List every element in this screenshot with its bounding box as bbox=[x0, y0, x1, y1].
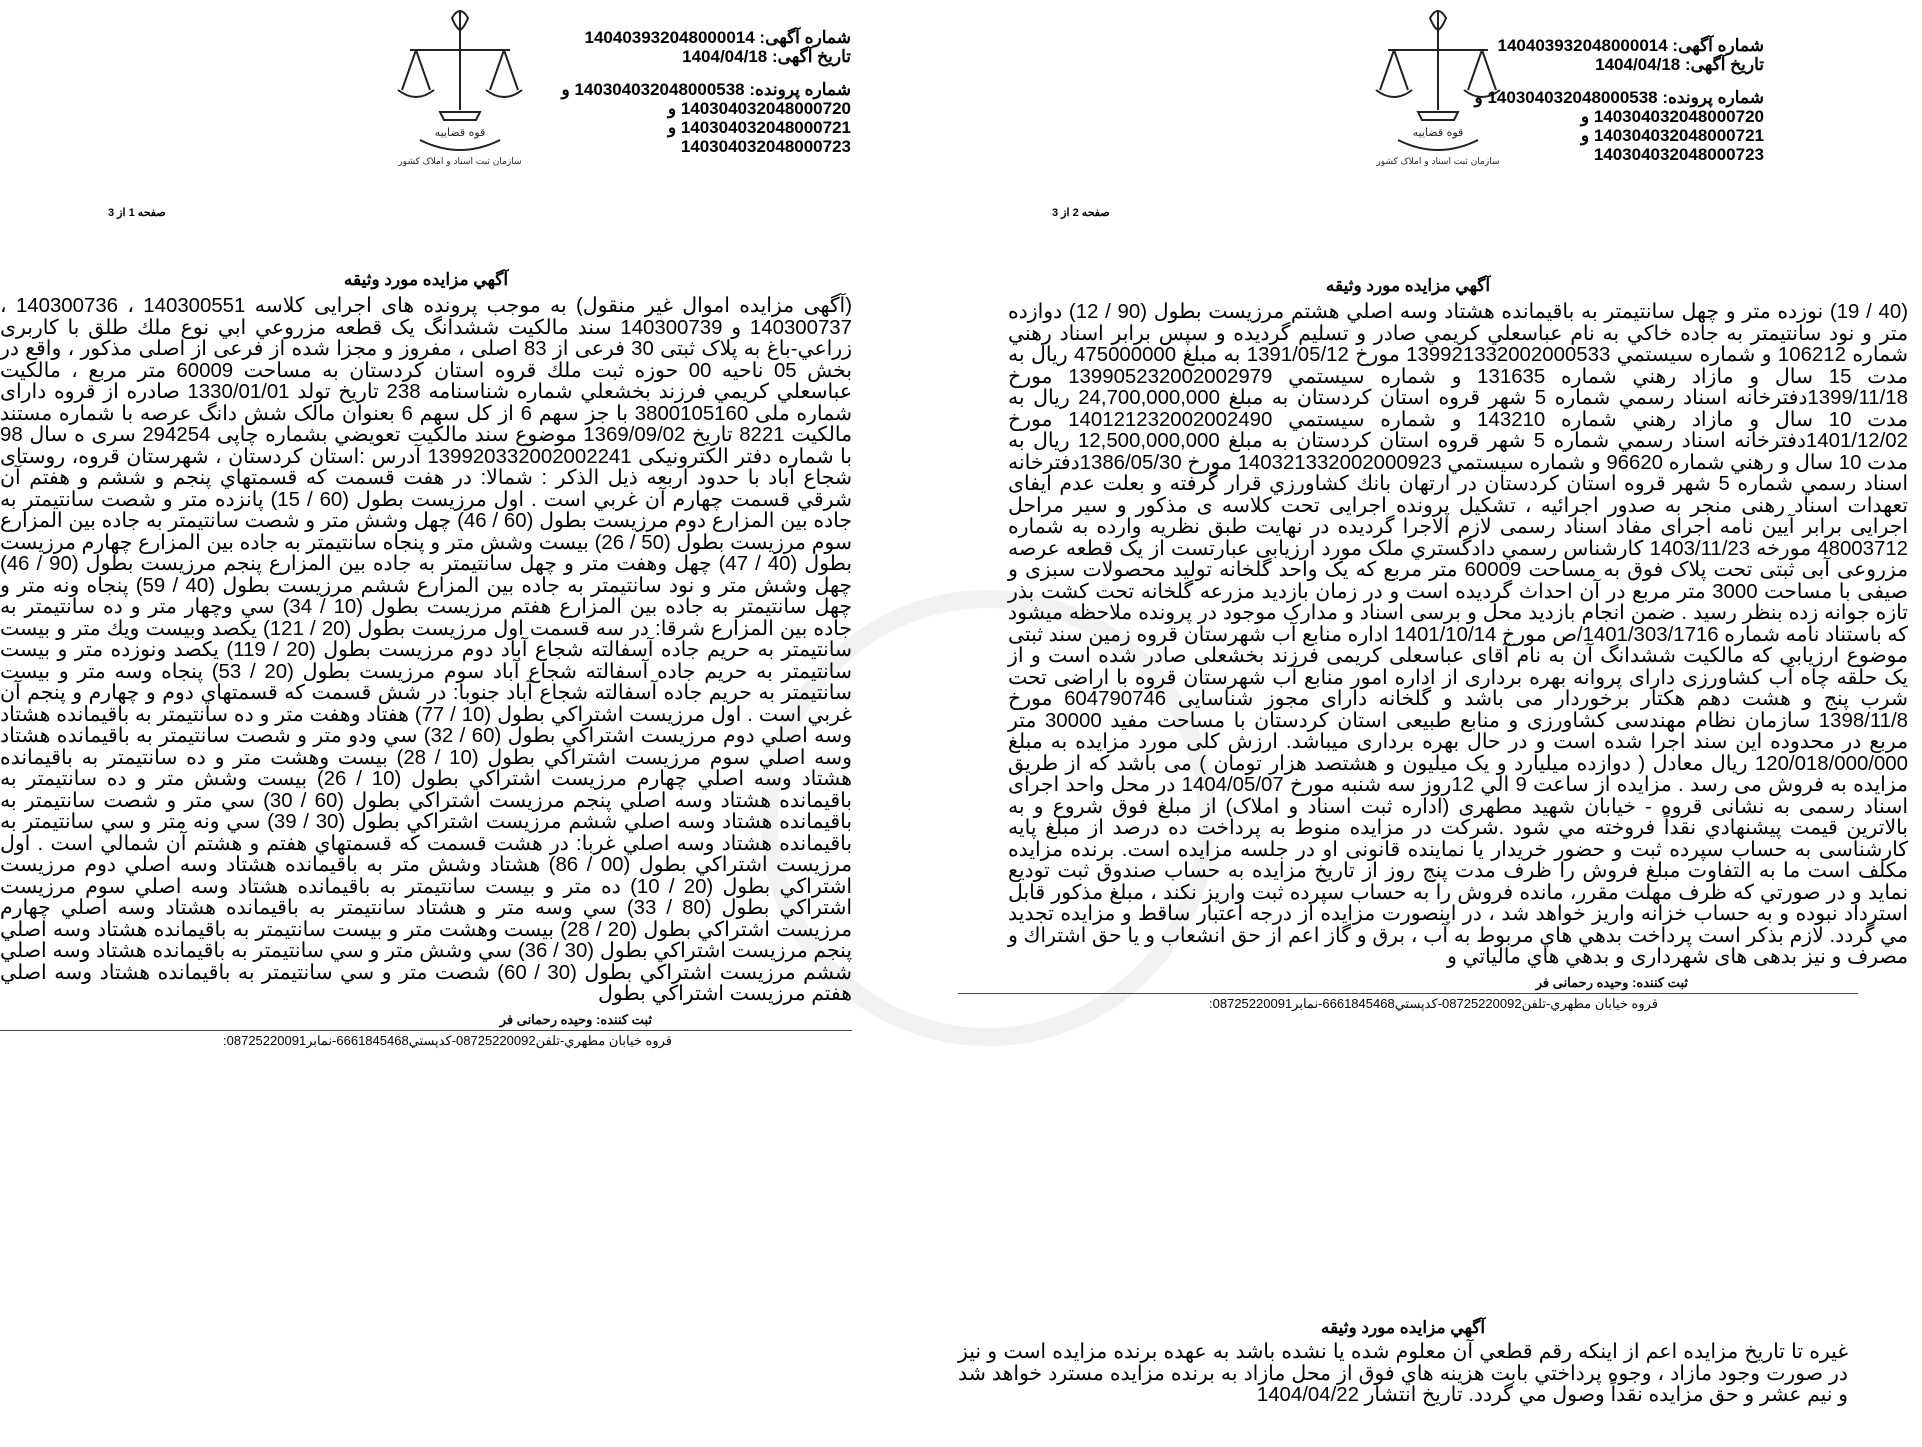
notice-title: آگهي مزايده مورد وثيقه bbox=[1325, 276, 1491, 295]
svg-text:سازمان ثبت اسناد و املاک کشور: سازمان ثبت اسناد و املاک کشور bbox=[1376, 157, 1500, 167]
page-number: صفحه 2 از 3 bbox=[1052, 207, 1110, 219]
case-number: 140304032048000721 و bbox=[667, 118, 851, 137]
case-number: 140304032048000723 bbox=[680, 137, 851, 156]
justice-scales-emblem-icon bbox=[380, 0, 540, 170]
case-number: شماره پرونده: 140304032048000538 و bbox=[561, 80, 851, 99]
notice-body: (آگهی مزایده اموال غیر منقول) به موجب پرونده های اجرایی کلاسه 140300551 ، 140300736 ، 140300737 و 140300739 سند مالکیت ششدانگ یک قطعه مزروعي ابي نوع ملك طلق با کاربری زراعي-باغ به پلاک ثبتی 30 فرعی از 83 اصلی ، مفروز و مجزا شده از فرعی از اصلی مذکور ، واقع در بخش 05 ناحیه 00 حوزه ثبت ملك قروه استان كردستان به مساحت 60009 متر مربع ، مالکیت عباسعلي كريمي فرزند بخشعلي شماره شناسنامه 238 تاریخ تولد 1330/01/01 صادره از قروه دارای شماره ملی 3800105160 با جز سهم 6 از کل سهم 6 بعنوان مالک شش دانگ عرصه با شماره مستند مالکیت 8221 تاریخ 1369/09/02 موضوع سند مالکیت تعویضي بشماره چاپی 294254 سری ه سال 98 با شماره دفتر الکترونیکی 139920332002002241 آدرس :استان كردستان ، شهرستان قروه، روستای شجاع آباد با حدود اربعه ذيل الذكر : شمالا: در هفت قسمت كه قسمتهاي پنجم و ششم و هفتم آن شرقي قسمت چهارم آن غربي است . اول مرزيست بطول (60 / 15) پانزده متر و شصت سانتيمتر به جاده بين المزارع دوم مرزيست بطول (60 / 46) چهل وشش متر و شصت سانتيمتر به جاده بين المزارع سوم مرزيست بطول (50 / 26) بيست وشش متر و پنجاه سانتيمتر به جاده بين المزارع چهارم مرزيست بطول (40 / 47) چهل وهفت متر و چهل سانتيمتر به جاده بين المزارع پنجم مرزيست بطول (90 / 46) چهل وشش متر و نود سانتيمتر به جاده بين المزارع ششم مرزيست بطول (40 / 59) پنجاه ونه متر و چهل سانتيمتر به جاده بين المزارع هفتم مرزيست بطول (10 / 34) سي وچهار متر و ده سانتيمتر به جاده بين المزارع شرقا: در سه قسمت اول مرزيست بطول (20 / 121) يكصد وبيست ويك متر و بيست سانتيمتر به حريم جاده آسفالته شجاع آباد دوم مرزيست بطول (20 / 119) يكصد ونوزده متر و بيست سانتيمتر به حريم جاده آسفالته شجاع آباد سوم مرزيست بطول (20 / 53) پنجاه وسه متر و بيست سانتيمتر به حريم جاده آسفالته شجاع آباد جنوبا: در شش قسمت كه قسمتهاي دوم و چهارم و پنجم آن غربي است . اول مرزيست اشتراكي بطول (10 / 77) هفتاد وهفت متر و ده سانتيمتر به باقيمانده هشتاد وسه اصلي دوم مرزيست اشتراكي بطول (60 / 32) سي ودو متر و شصت سانتيمتر به باقيمانده هشتاد وسه اصلي سوم مرزيست اشتراكي بطول (10 / 28) بيست وهشت متر و ده سانتيمتر به باقيمانده هشتاد وسه اصلي چهارم مرزيست اشتراكي بطول (10 / 26) بيست وشش متر و ده سانتيمتر به باقيمانده هشتاد وسه اصلي پنجم مرزيست اشتراكي بطول (60 / 30) سي متر و شصت سانتيمتر به باقيمانده هشتاد وسه اصلي ششم مرزيست اشتراكي بطول (30 / 39) سي ونه متر و سي سانتيمتر به باقيمانده هشتاد وسه اصلي غربا: در هشت قسمت كه قسمتهاي هفتم و هشتم آن شمالي است . اول مرزيست اشتراكي بطول (00 / 86) هشتاد وشش متر به باقيمانده هشتاد وسه اصلي دوم مرزيست اشتراكي بطول (20 / 10) ده متر و بيست سانتيمتر به باقيمانده هشتاد وسه اصلي سوم مرزيست اشتراكي بطول (80 / 33) سي وسه متر و هشتاد سانتيمتر به باقيمانده هشتاد وسه اصلي چهارم مرزيست اشتراكي بطول (20 / 28) بيست وهشت متر و بيست سانتيمتر به باقيمانده هشتاد وسه اصلي پنجم مرزيست اشتراكي بطول (30 / 36) سي وشش متر و سي سانتيمتر به باقيمانده هشتاد وسه اصلي ششم مرزيست اشتراكي بطول (30 / 60) شصت متر و سي سانتيمتر به باقيمانده هشتاد وسه اصلي هفتم مرزيست اشتراكي بطول bbox=[0, 295, 853, 1005]
svg-text:قوه قضاییه: قوه قضاییه bbox=[1412, 126, 1464, 139]
registrar-signature: ثبت کننده: وحیده رحمانی فر bbox=[499, 1011, 652, 1027]
case-number: 140304032048000721 و bbox=[1580, 126, 1764, 145]
notice-body: (40 / 19) نوزده متر و چهل سانتيمتر به باقيمانده هشتاد وسه اصلي هشتم مرزيست بطول (90 / 12) دوازده متر و نود سانتيمتر به جاده خاكي به نام عباسعلي كريمي صادر و تسليم گرديده و سپس برابر اسناد رهني شماره 106212 و شماره سيستمي 139921332002000533 مورخ 1391/05/12 به مبلغ 475000000 ريال به مدت 15 سال و مازاد رهني شماره 131635 و شماره سيستمي 139905232002002979 مورخ 1399/11/18دفترخانه اسناد رسمي شماره 5 شهر قروه استان كردستان به مبلغ 24,700,000,000 ريال به مدت 10 سال و مازاد رهني شماره 143210 و شماره سيستمي 140121232002002490 مورخ 1401/12/02دفترخانه اسناد رسمي شماره 5 شهر قروه استان كردستان به مبلغ 12,500,000,000 ريال به مدت 10 سال و رهني شماره 96620 و شماره سيستمي 140321332002000923 مورخ 1386/05/30دفترخانه اسناد رسمي شماره 5 شهر قروه استان كردستان در ارتهان بانك كشاورزي قرار گرفته و بعلت عدم ایفای تعهدات اسناد رهنی منجر به صدور اجرائیه ، تشکیل پرونده اجرایی تحت کلاسه ی مذکور و سیر مراحل اجرایی برابر آیین نامه اجرای مفاد اسناد رسمی لازم الاجرا گردیده در نهایت طبق نظریه وارده به شماره 48003712 مورخه 1403/11/23 کارشناس رسمي دادگستري ملک مورد ارزیابی عبارتست از یک قطعه عرصه مزروعی آبی ثبتی تحت پلاک فوق به مساحت 60009 متر مربع که یک واحد گلخانه تولید محصولات سبزی و صیفی با مساحت 3000 متر مربع در آن احداث گردیده است و در زمان بازدید مزرعه گلخانه تحت کشت بذر تازه جوانه زده بنظر رسید . ضمن انجام بازدید محل و برسی اسناد و مدارک موجود در پرونده ملاحظه میشود که باستناد نامه شماره 1401/303/1716/ص مورخ 1401/10/14 اداره منابع آب شهرستان قروه زمین سند ثبتی موضوع ارزیابی که مالکیت ششدانگ آن به نام آقای عباسعلی کریمی فرزند بخشعلی صادر شده است و از یک حلقه چاه آب کشاورزی دارای پروانه بهره برداری از اداره امور منابع آب شهرستان قروه با اراضی تحت شرب پنج و هشت دهم هکتار برخوردار می باشد و گلخانه دارای مجوز شناسایی 604790746 مورخ 1398/11/8 سازمان نظام مهندسی کشاورزی و منابع طبیعی استان کردستان با مساحت مفید 30000 متر مربع در محدوده این سند اجرا شده است و در حال بهره برداری میباشد. ارزش کلی مورد مزایده به مبلغ 120/018/000/000 ريال معادل ( دوازده میلیارد و یک میلیون و هشتصد هزار تومان ) می باشد كه از طریق مزایده به فروش می رسد . مزایده از ساعت 9 الي 12روز سه شنبه مورخ 1404/05/07 در محل واحد اجرای اسناد رسمی به نشانی قروه - خیابان شهید مطهری (اداره ثبت اسناد و املاک) از مبلغ فوق شروع و به بالاترین قیمت پیشنهادي نقداً فروخته مي شود .شركت در مزايده منوط به پرداخت ده درصد از مبلغ پايه كارشناسی به حساب سپرده ثبت و حضور خريدار يا نماينده قانونی او در جلسه مزايده است. برنده مزايده مكلف است ما به التفاوت مبلغ فروش را ظرف مدت پنج روز از تاريخ مزايده به حساب صندوق ثبت توديع نمايد و در صورتي كه ظرف مهلت مقرر، مانده فروش را به حساب سپرده ثبت واريز نكند ، مبلغ مذكور قابل استرداد نبوده و به حساب خزانه واريز خواهد شد ، در اينصورت مزايده از درجه اعتبار ساقط و مزايده تجديد مي گردد. لازم بذكر است پرداخت بدهي هاي مربوط به آب ، برق و گاز اعم از حق انشعاب و يا حق اشتراك و مصرف و نيز بدهی های شهرداری و بدهي هاي مالياتي و bbox=[1008, 301, 1909, 968]
office-contact-footer: قروه خيابان مطهري-تلفن08725220092-کدپستي6661845468-نمابر08725220091: bbox=[958, 993, 1858, 1012]
page-header bbox=[958, 0, 1858, 230]
notice-body: غيره تا تاريخ مزايده اعم از اينكه رقم قطعي آن معلوم شده يا نشده باشد به عهده برنده مزايده است و نيز در صورت وجود مازاد ، وجوه پرداختي بابت هزينه هاي فوق از محل مازاد به برنده مزايده مسترد خواهد شد و نيم عشر و حق مزايده نقداً وصول مي گردد. تاريخ انتشار 1404/04/22 bbox=[958, 1341, 1848, 1406]
notice-date: تاریخ آگهی: 1404/04/18 bbox=[682, 47, 851, 66]
case-number: 140304032048000720 و bbox=[1580, 107, 1764, 126]
page-number: صفحه 1 از 3 bbox=[108, 207, 166, 219]
case-number: 140304032048000723 bbox=[1593, 145, 1764, 164]
case-number: 140304032048000720 و bbox=[667, 99, 851, 118]
page-header bbox=[0, 0, 852, 230]
page-1 bbox=[0, 0, 852, 1049]
page-3-continuation bbox=[958, 1318, 1848, 1407]
notice-meta bbox=[562, 28, 851, 156]
notice-title: آگهي مزايده مورد وثيقه bbox=[343, 270, 509, 289]
notice-number: شماره آگهی: 140403932048000014 bbox=[584, 28, 851, 47]
office-contact-footer: قروه خيابان مطهري-تلفن08725220092-کدپستي6661845468-نمابر08725220091: bbox=[0, 1030, 852, 1049]
case-number: شماره پرونده: 140304032048000538 و bbox=[1474, 88, 1764, 107]
notice-date: تاریخ آگهی: 1404/04/18 bbox=[1595, 55, 1764, 74]
notice-meta bbox=[1475, 36, 1764, 164]
notice-title: آگهي مزايده مورد وثيقه bbox=[1320, 1318, 1486, 1337]
registrar-signature: ثبت کننده: وحیده رحمانی فر bbox=[1535, 974, 1688, 990]
svg-text:سازمان ثبت اسناد و املاک کشور: سازمان ثبت اسناد و املاک کشور bbox=[398, 157, 522, 167]
notice-number: شماره آگهی: 140403932048000014 bbox=[1497, 36, 1764, 55]
svg-text:قوه قضاییه: قوه قضاییه bbox=[434, 126, 486, 139]
page-2 bbox=[958, 0, 1909, 1012]
